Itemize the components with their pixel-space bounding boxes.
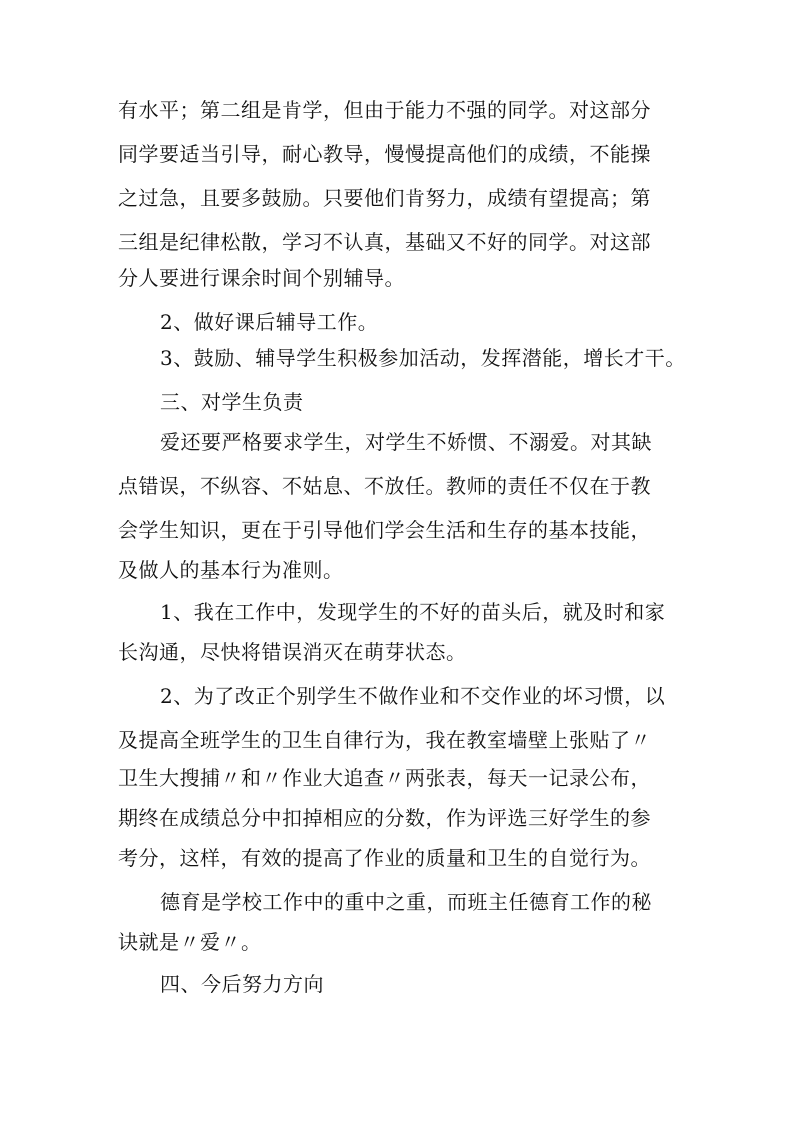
text-line-4: 三组是纪律松散，学习不认真，基础又不好的同学。对这部 [118,230,651,254]
text-line-22: 四、今后努力方向 [160,972,324,996]
text-line-16: 及提高全班学生的卫生自律行为，我在教室墙壁上张贴了〃 [118,728,651,752]
text-line-3: 之过急，且要多鼓励。只要他们肯努力，成绩有望提高；第 [118,186,651,210]
text-line-1: 有水平；第二组是肯学，但由于能力不强的同学。对这部分 [118,98,651,122]
text-line-2: 同学要适当引导，耐心教导，慢慢提高他们的成绩，不能操 [118,142,651,166]
text-line-20: 德育是学校工作中的重中之重，而班主任德育工作的秘 [160,890,652,914]
text-line-17: 卫生大搜捕〃和〃作业大追查〃两张表，每天一记录公布， [118,766,651,790]
text-line-21: 诀就是〃爱〃。 [118,930,262,954]
text-line-15: 2、为了改正个别学生不做作业和不交作业的坏习惯，以 [160,684,666,708]
text-line-14: 长沟通，尽快将错误消灭在萌芽状态。 [118,640,467,664]
text-line-10: 点错误，不纵容、不姑息、不放任。教师的责任不仅在于教 [118,474,651,498]
text-line-7: 3、鼓励、辅导学生积极参加活动，发挥潜能，增长才干。 [160,346,686,370]
text-line-11: 会学生知识，更在于引导他们学会生活和生存的基本技能， [118,518,651,542]
text-line-19: 考分，这样，有效的提高了作业的质量和卫生的自觉行为。 [118,846,651,870]
text-line-12: 及做人的基本行为准则。 [118,558,344,582]
text-line-13: 1、我在工作中，发现学生的不好的苗头后，就及时和家 [160,600,666,624]
text-line-18: 期终在成绩总分中扣掉相应的分数，作为评选三好学生的参 [118,806,651,830]
text-line-5: 分人要进行课余时间个别辅导。 [118,266,405,290]
text-line-6: 2、做好课后辅导工作。 [160,310,379,334]
text-line-8: 三、对学生负责 [160,390,304,414]
text-line-9: 爱还要严格要求学生，对学生不娇惯、不溺爱。对其缺 [160,430,652,454]
